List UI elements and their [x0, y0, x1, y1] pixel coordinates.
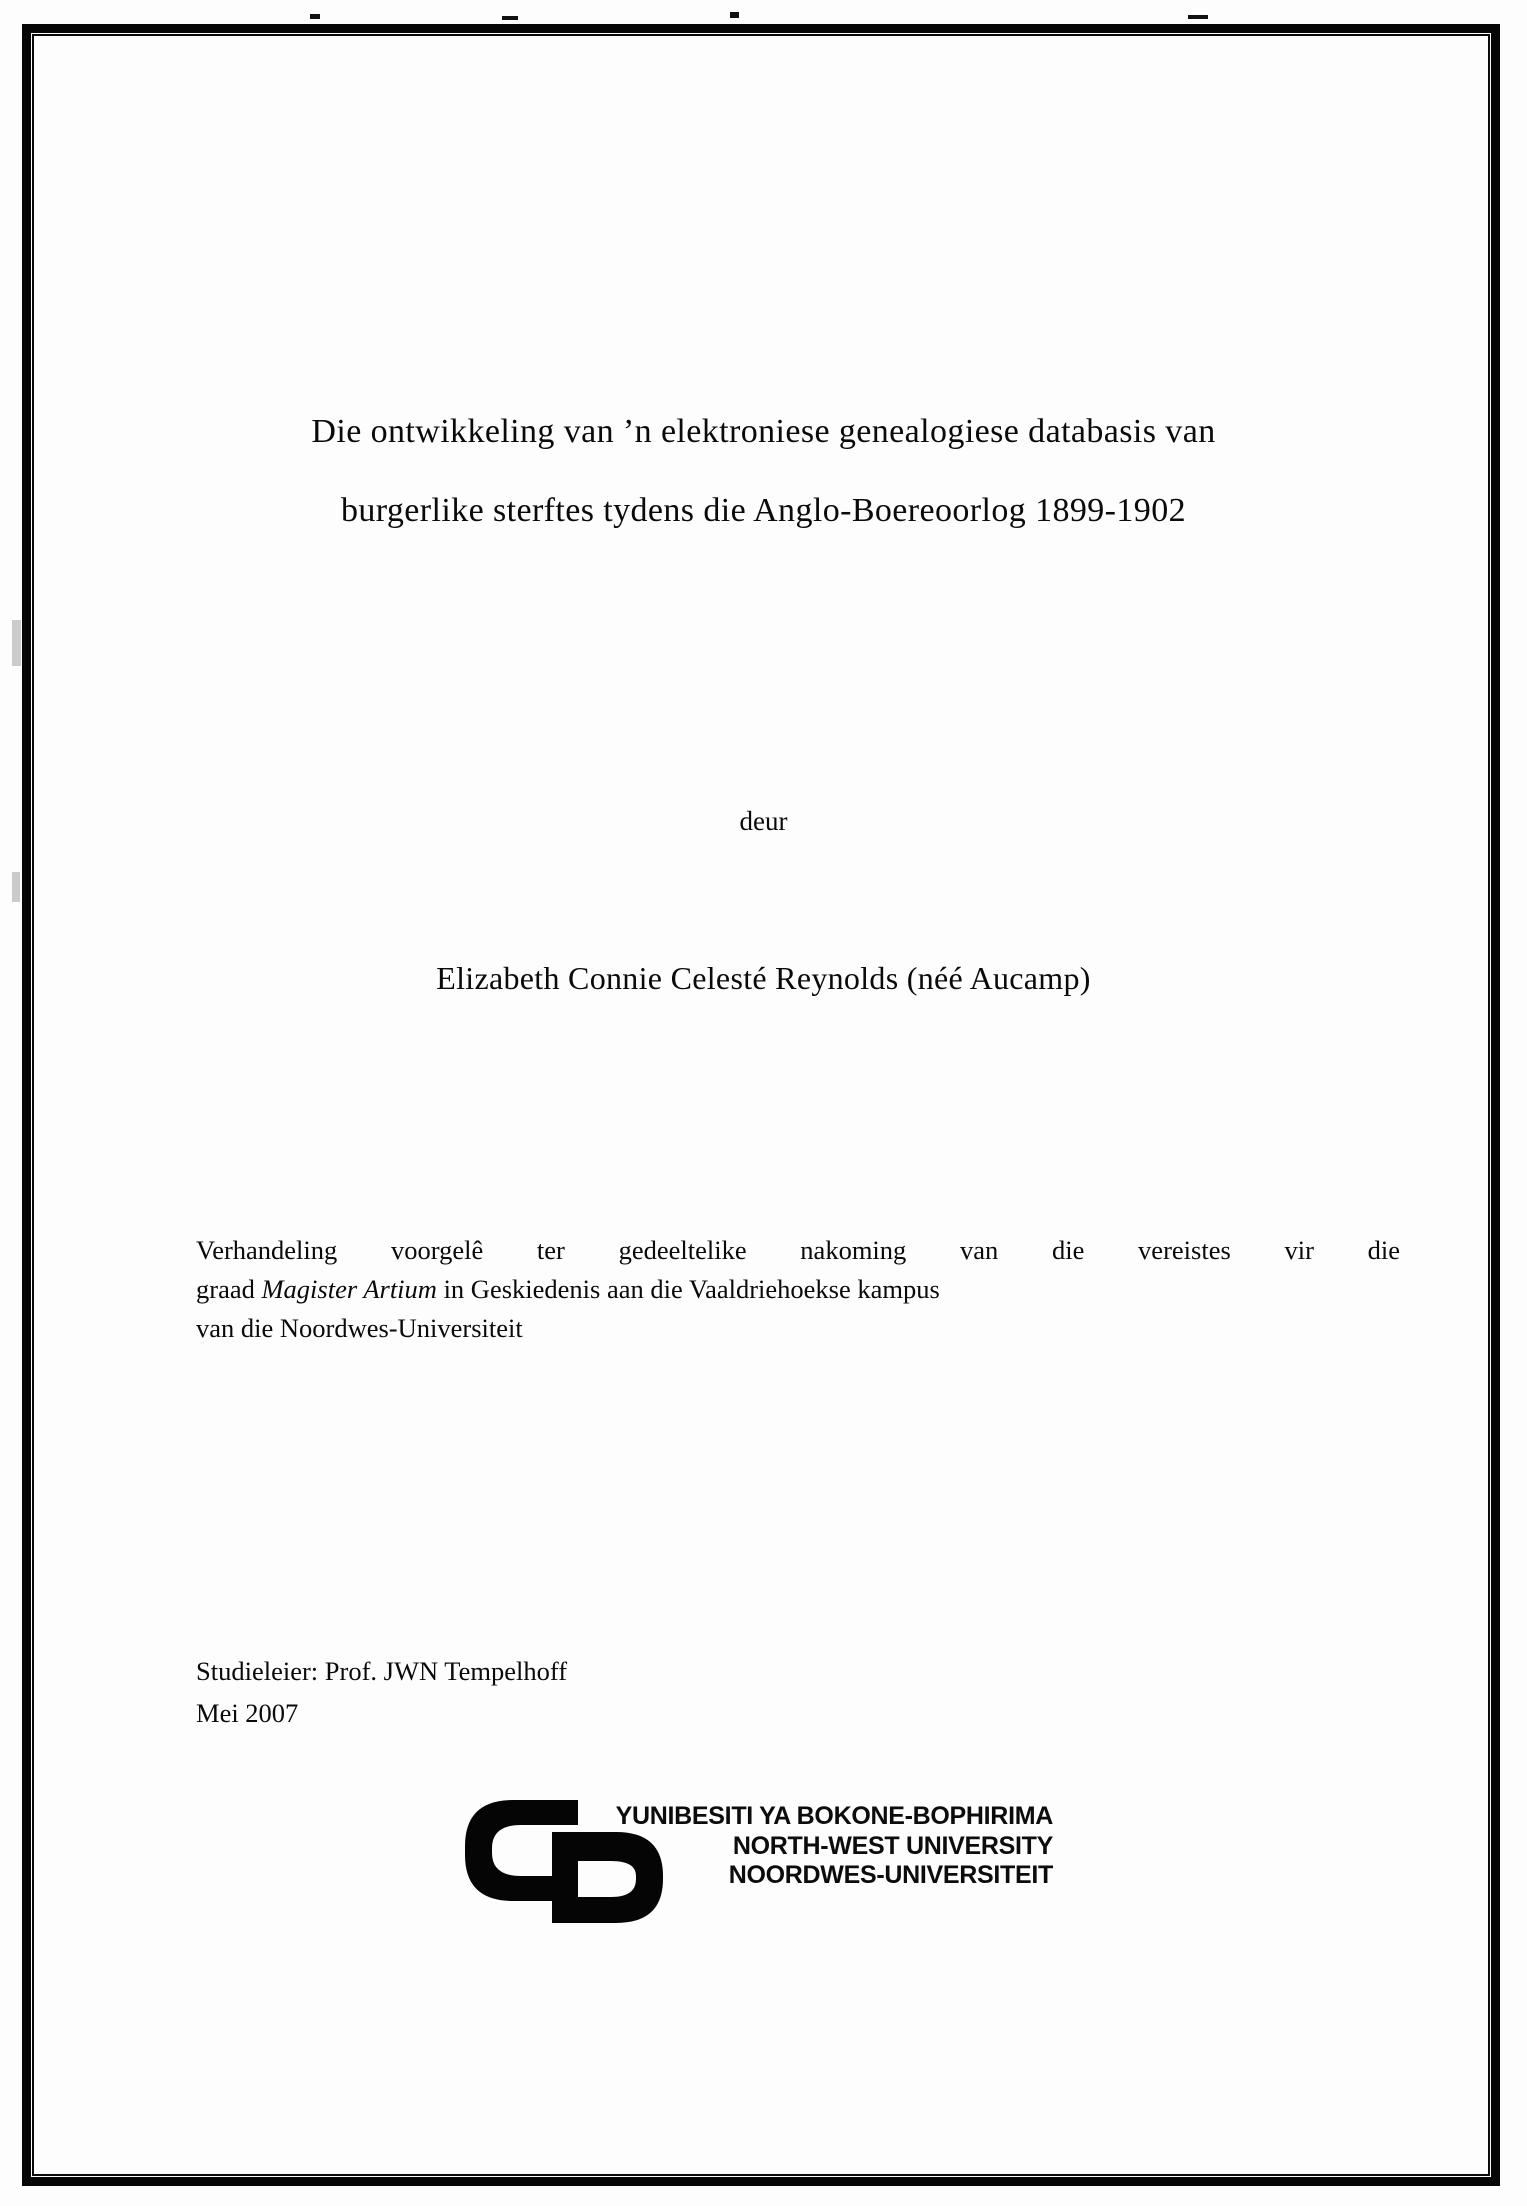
degree-statement-line-3: van die Noordwes-Universiteit: [196, 1313, 523, 1343]
scan-artifact: [502, 16, 518, 20]
degree-name-italic: Magister Artium: [261, 1274, 437, 1304]
thesis-title: [70, 392, 1457, 550]
nwu-logo-line-english: NORTH-WEST UNIVERSITY: [732, 1831, 1053, 1860]
scan-artifact: [12, 620, 21, 666]
nwu-logo-line-afrikaans: NOORDWES-UNIVERSITEIT: [728, 1861, 1053, 1889]
degree-statement-line-2-prefix: graad: [196, 1274, 262, 1304]
scan-artifact: [310, 14, 320, 19]
degree-statement: [196, 1231, 1400, 1348]
scan-artifact: [1188, 15, 1208, 19]
author-name: Elizabeth Connie Celesté Reynolds (néé Aucamp): [436, 960, 1091, 996]
nwu-logo-wordmark: [585, 1802, 1053, 1891]
supervisor-block: [196, 1650, 567, 1734]
byline-label: deur: [739, 806, 788, 836]
degree-statement-line-2-suffix: in Geskiedenis aan die Vaaldriehoekse kampus: [436, 1274, 940, 1304]
thesis-title-line-2: burgerlike sterftes tydens die Anglo-Boereoorlog 1899-1902: [340, 492, 1186, 529]
nwu-logo-line-setswana: YUNIBESITI YA BOKONE-BOPHIRIMA: [615, 1802, 1053, 1830]
supervisor-line: Studieleier: Prof. JWN Tempelhoff: [196, 1656, 568, 1686]
scan-artifact: [12, 872, 20, 902]
thesis-title-line-1: Die ontwikkeling van ’n elektroniese genealogiese databasis van: [311, 413, 1216, 450]
date-line: Mei 2007: [196, 1698, 299, 1728]
degree-statement-line-1: Verhandeling voorgelê ter gedeeltelike nakoming van die vereistes vir die: [196, 1235, 1400, 1265]
degree-statement-line-2: [196, 1270, 1400, 1309]
scan-artifact: [730, 12, 739, 18]
